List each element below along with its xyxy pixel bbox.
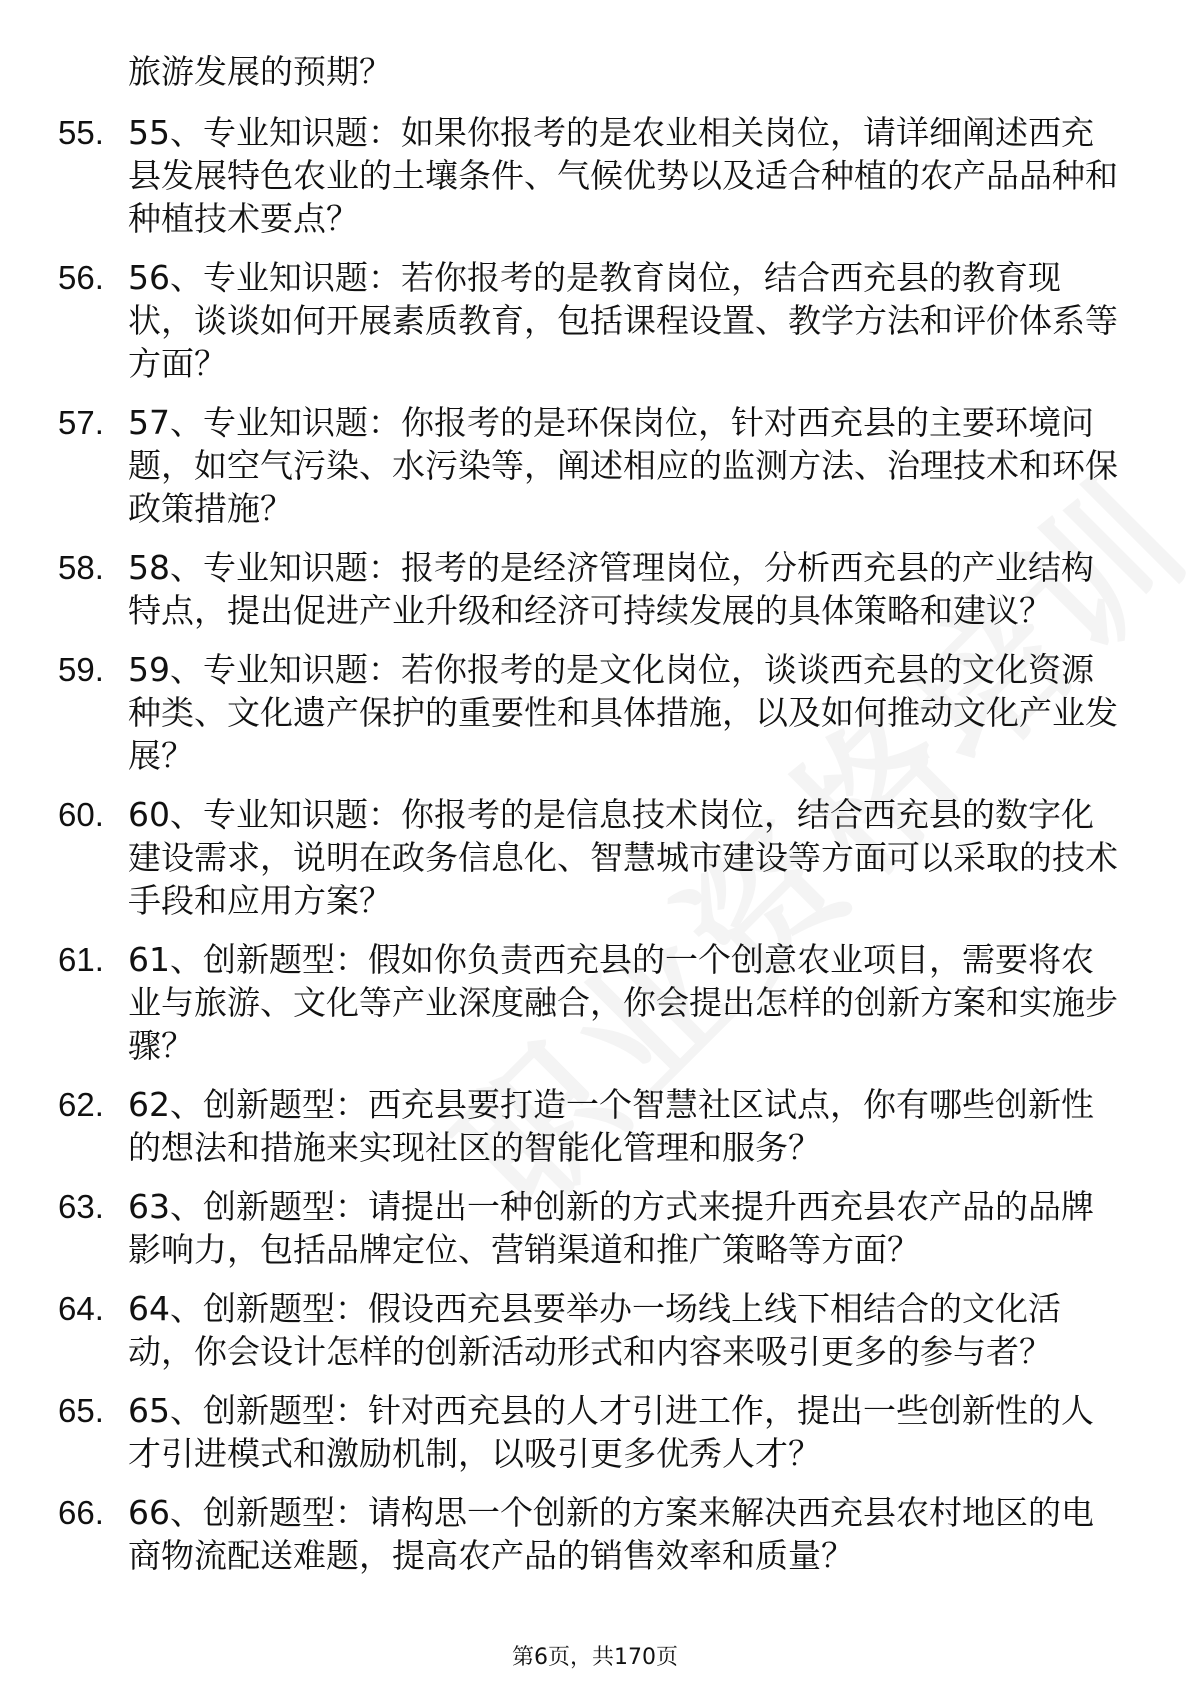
continuation-text: 旅游发展的预期？ — [128, 52, 392, 91]
question-number: 63. — [58, 1188, 104, 1225]
question-number: 61. — [58, 941, 104, 978]
question-text: 66、创新题型：请构思一个创新的方案来解决西充县农村地区的电商物流配送难题，提高农产品的销售效率和质量？ — [128, 1493, 1094, 1575]
question-text: 63、创新题型：请提出一种创新的方式来提升西充县农产品的品牌影响力，包括品牌定位、营销渠道和推广策略等方面？ — [128, 1187, 1094, 1269]
question-text: 57、专业知识题：你报考的是环保岗位，针对西充县的主要环境问题，如空气污染、水污染等，阐述相应的监测方法、治理技术和环保政策措施？ — [128, 403, 1118, 528]
question-number: 64. — [58, 1290, 104, 1327]
list-item — [0, 256, 1118, 385]
question-text: 64、创新题型：假设西充县要举办一场线上线下相结合的文化活动，你会设计怎样的创新活动形式和内容来吸引更多的参与者？ — [128, 1289, 1061, 1371]
list-item — [0, 938, 1118, 1067]
question-text: 62、创新题型：西充县要打造一个智慧社区试点，你有哪些创新性的想法和措施来实现社区的智能化管理和服务？ — [128, 1085, 1094, 1167]
list-item — [0, 401, 1118, 530]
list-item — [0, 1287, 1118, 1373]
question-text: 65、创新题型：针对西充县的人才引进工作，提出一些创新性的人才引进模式和激励机制，以吸引更多优秀人才？ — [128, 1391, 1094, 1473]
list-item — [0, 1083, 1118, 1169]
question-number: 55. — [58, 114, 104, 151]
question-number: 56. — [58, 259, 104, 296]
page-footer: 第6页，共170页 — [512, 1645, 678, 1670]
list-item — [0, 1491, 1118, 1577]
question-text: 56、专业知识题：若你报考的是教育岗位，结合西充县的教育现状，谈谈如何开展素质教育，包括课程设置、教学方法和评价体系等方面？ — [128, 258, 1118, 383]
list-item — [0, 648, 1118, 777]
list-item — [0, 546, 1118, 632]
question-number: 65. — [58, 1392, 104, 1429]
list-item — [0, 1185, 1118, 1271]
question-number: 57. — [58, 404, 104, 441]
question-number: 58. — [58, 549, 104, 586]
question-text: 58、专业知识题：报考的是经济管理岗位，分析西充县的产业结构特点，提出促进产业升级和经济可持续发展的具体策略和建议？ — [128, 548, 1094, 630]
list-item — [0, 1389, 1118, 1475]
question-text: 60、专业知识题：你报考的是信息技术岗位，结合西充县的数字化建设需求，说明在政务信息化、智慧城市建设等方面可以采取的技术手段和应用方案？ — [128, 795, 1118, 920]
question-text: 55、专业知识题：如果你报考的是农业相关岗位，请详细阐述西充县发展特色农业的土壤条件、气候优势以及适合种植的农产品品种和种植技术要点？ — [128, 113, 1118, 238]
question-number: 60. — [58, 796, 104, 833]
list-item — [0, 793, 1118, 922]
question-text: 61、创新题型：假如你负责西充县的一个创意农业项目，需要将农业与旅游、文化等产业深度融合，你会提出怎样的创新方案和实施步骤？ — [128, 940, 1118, 1065]
question-text: 59、专业知识题：若你报考的是文化岗位，谈谈西充县的文化资源种类、文化遗产保护的重要性和具体措施，以及如何推动文化产业发展？ — [128, 650, 1118, 775]
question-number: 59. — [58, 651, 104, 688]
question-number: 66. — [58, 1494, 104, 1531]
question-number: 62. — [58, 1086, 104, 1123]
document-content — [0, 50, 1190, 1593]
list-item — [0, 111, 1118, 240]
question-list — [0, 111, 1190, 1577]
